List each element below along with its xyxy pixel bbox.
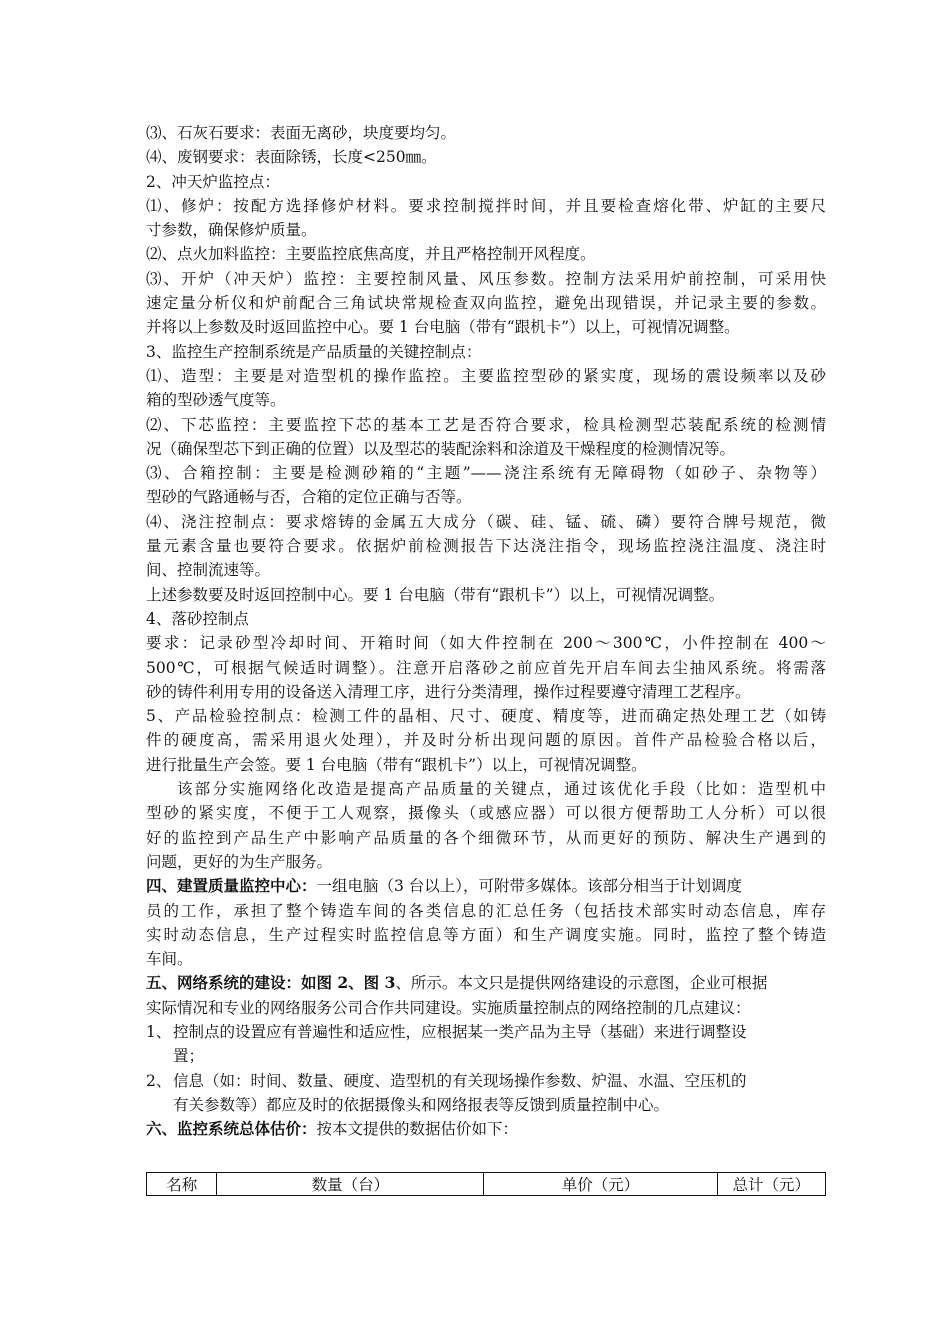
section-5-line	[146, 971, 826, 995]
paragraph-line: 问题，更好的为生产服务。	[146, 852, 333, 871]
section-heading: 4、落砂控制点	[146, 609, 249, 628]
section-4-text: 一组电脑（3 台以上），可附带多媒体。该部分相当于计划调度	[316, 877, 743, 896]
paragraph-line: 箱的型砂透气度等。	[146, 391, 286, 410]
paragraph-line: ⑵、下芯监控：主要监控下芯的基本工艺是否符合要求，检具检测型芯装配系统的检测情	[146, 415, 826, 434]
section-4-heading: 四、建置质量监控中心：	[146, 876, 317, 896]
paragraph-line: 间、控制流速等。	[146, 561, 271, 580]
section-heading: 2、冲天炉监控点：	[146, 172, 280, 191]
paragraph-line: 并将以上参数及时返回监控中心。要 1 台电脑（带有“跟机卡”）以上，可视情况调整。	[146, 318, 740, 337]
section-5-text: 、所示。本文只是提供网络建设的示意图，企业可根据	[395, 974, 768, 993]
paragraph-line: ⑶、开炉（冲天炉）监控：主要控制风量、风压参数。控制方法采用炉前控制，可采用快	[146, 269, 826, 288]
paragraph-line: 实时动态信息，生产过程实时监控信息等方面）和生产调度实施。同时，监控了整个铸造	[146, 925, 826, 944]
paragraph-line: 进行批量生产会签。要 1 台电脑（带有“跟机卡”）以上，可视情况调整。	[146, 755, 647, 774]
column-header-quantity: 数量（台）	[217, 1173, 484, 1196]
paragraph-line: 寸参数，确保修炉质量。	[146, 221, 317, 240]
list-item-text: 信息（如：时间、数量、硬度、造型机的有关现场操作参数、炉温、水温、空压机的	[173, 1071, 747, 1090]
paragraph-line: 砂的铸件利用专用的设备送入清理工序，进行分类清理，操作过程要遵守清理工艺程序。	[146, 682, 751, 701]
document-body	[146, 121, 826, 1141]
paragraph-line: ⑶、石灰石要求：表面无离砂，块度要均匀。	[146, 124, 457, 142]
list-item	[146, 1020, 826, 1044]
paragraph-line: 500℃，可根据气候适时调整）。注意开启落砂之前应首先开启车间去尘抽风系统。将需落	[146, 658, 826, 677]
paragraph-line: ⑷、废钢要求：表面除锈，长度<250㎜。	[146, 148, 437, 167]
paragraph-line: 型砂的气路通畅与否，合箱的定位正确与否等。	[146, 488, 472, 507]
paragraph-line: 5、产品检验控制点：检测工件的晶相、尺寸、硬度、精度等，进而确定热处理工艺（如铸	[146, 707, 826, 726]
paragraph-line: 员的工作，承担了整个铸造车间的各类信息的汇总任务（包括技术部实时动态信息，库存	[146, 901, 826, 920]
list-item-number: 2、	[146, 1071, 172, 1090]
list-item-continuation: 有关参数等）都应及时的依据摄像头和网络报表等反馈到质量控制中心。	[173, 1095, 670, 1114]
paragraph-line: ⑶、合箱控制：主要是检测砂箱的“主题”——浇注系统有无障碍物（如砂子、杂物等）	[146, 464, 826, 483]
list-item-number: 1、	[146, 1022, 172, 1041]
paragraph-line: 实际情况和专业的网络服务公司合作共同建设。实施质量控制点的网络控制的几点建议：	[146, 998, 751, 1017]
section-4-line	[146, 874, 826, 898]
section-5-heading: 五、网络系统的建设：如图 2、图 3	[146, 973, 396, 993]
column-header-unit-price: 单价（元）	[484, 1173, 717, 1196]
section-heading: 3、监控生产控制系统是产品质量的关键控制点：	[146, 342, 482, 361]
section-6-heading: 六、监控系统总体估价：	[146, 1119, 317, 1139]
paragraph-line: 量元素含量也要符合要求。依据炉前检测报告下达浇注指令，现场监控浇注温度、浇注时	[146, 537, 826, 556]
column-header-total: 总计（元）	[717, 1173, 825, 1196]
section-6-line	[146, 1117, 826, 1141]
paragraph-line: 该部分实施网络化改造是提高产品质量的关键点，通过该优化手段（比如：造型机中	[177, 780, 826, 799]
section-6-text: 按本文提供的数据估价如下：	[316, 1120, 519, 1139]
paragraph-line: 速定量分析仪和炉前配合三角试块常规检查双向监控，避免出现错误，并记录主要的参数。	[146, 294, 826, 313]
paragraph-line: ⑴、造型：主要是对造型机的操作监控。主要监控型砂的紧实度，现场的震设频率以及砂	[146, 366, 826, 385]
paragraph-line: 上述参数要及时返回控制中心。要 1 台电脑（带有“跟机卡”）以上，可视情况调整。	[146, 585, 725, 604]
price-table	[146, 1172, 826, 1196]
list-item	[146, 1069, 826, 1093]
paragraph-line: ⑴、修炉：按配方选择修炉材料。要求控制搅拌时间，并且要检查熔化带、炉缸的主要尺	[146, 196, 826, 215]
list-item-text: 控制点的设置应有普遍性和适应性，应根据某一类产品为主导（基础）来进行调整设	[173, 1022, 747, 1041]
column-header-name: 名称	[147, 1173, 217, 1196]
paragraph-line: 件的硬度高，需采用退火处理），并及时分析出现问题的原因。首件产品检验合格以后，	[146, 731, 826, 750]
table-header-row	[147, 1173, 826, 1196]
paragraph-line: 好的监控到产品生产中影响产品质量的各个细微环节，从而更好的预防、解决生产遇到的	[146, 828, 826, 847]
paragraph-line: 况（确保型芯下到正确的位置）以及型芯的装配涂料和涂道及干燥程度的检测情况等。	[146, 439, 736, 458]
paragraph-line: 车间。	[146, 950, 193, 969]
paragraph-line: 要求：记录砂型冷却时间、开箱时间（如大件控制在 200～300℃，小件控制在 400～	[146, 634, 826, 653]
paragraph-line: ⑷、浇注控制点：要求熔铸的金属五大成分（碳、硅、锰、硫、磷）要符合牌号规范，微	[146, 512, 826, 531]
paragraph-line: 型砂的紧实度，不便于工人观察，摄像头（或感应器）可以很方便帮助工人分析）可以很	[146, 804, 826, 823]
list-item-continuation: 置；	[173, 1047, 205, 1066]
paragraph-line: ⑵、点火加料监控：主要监控底焦高度，并且严格控制开风程度。	[146, 245, 596, 264]
